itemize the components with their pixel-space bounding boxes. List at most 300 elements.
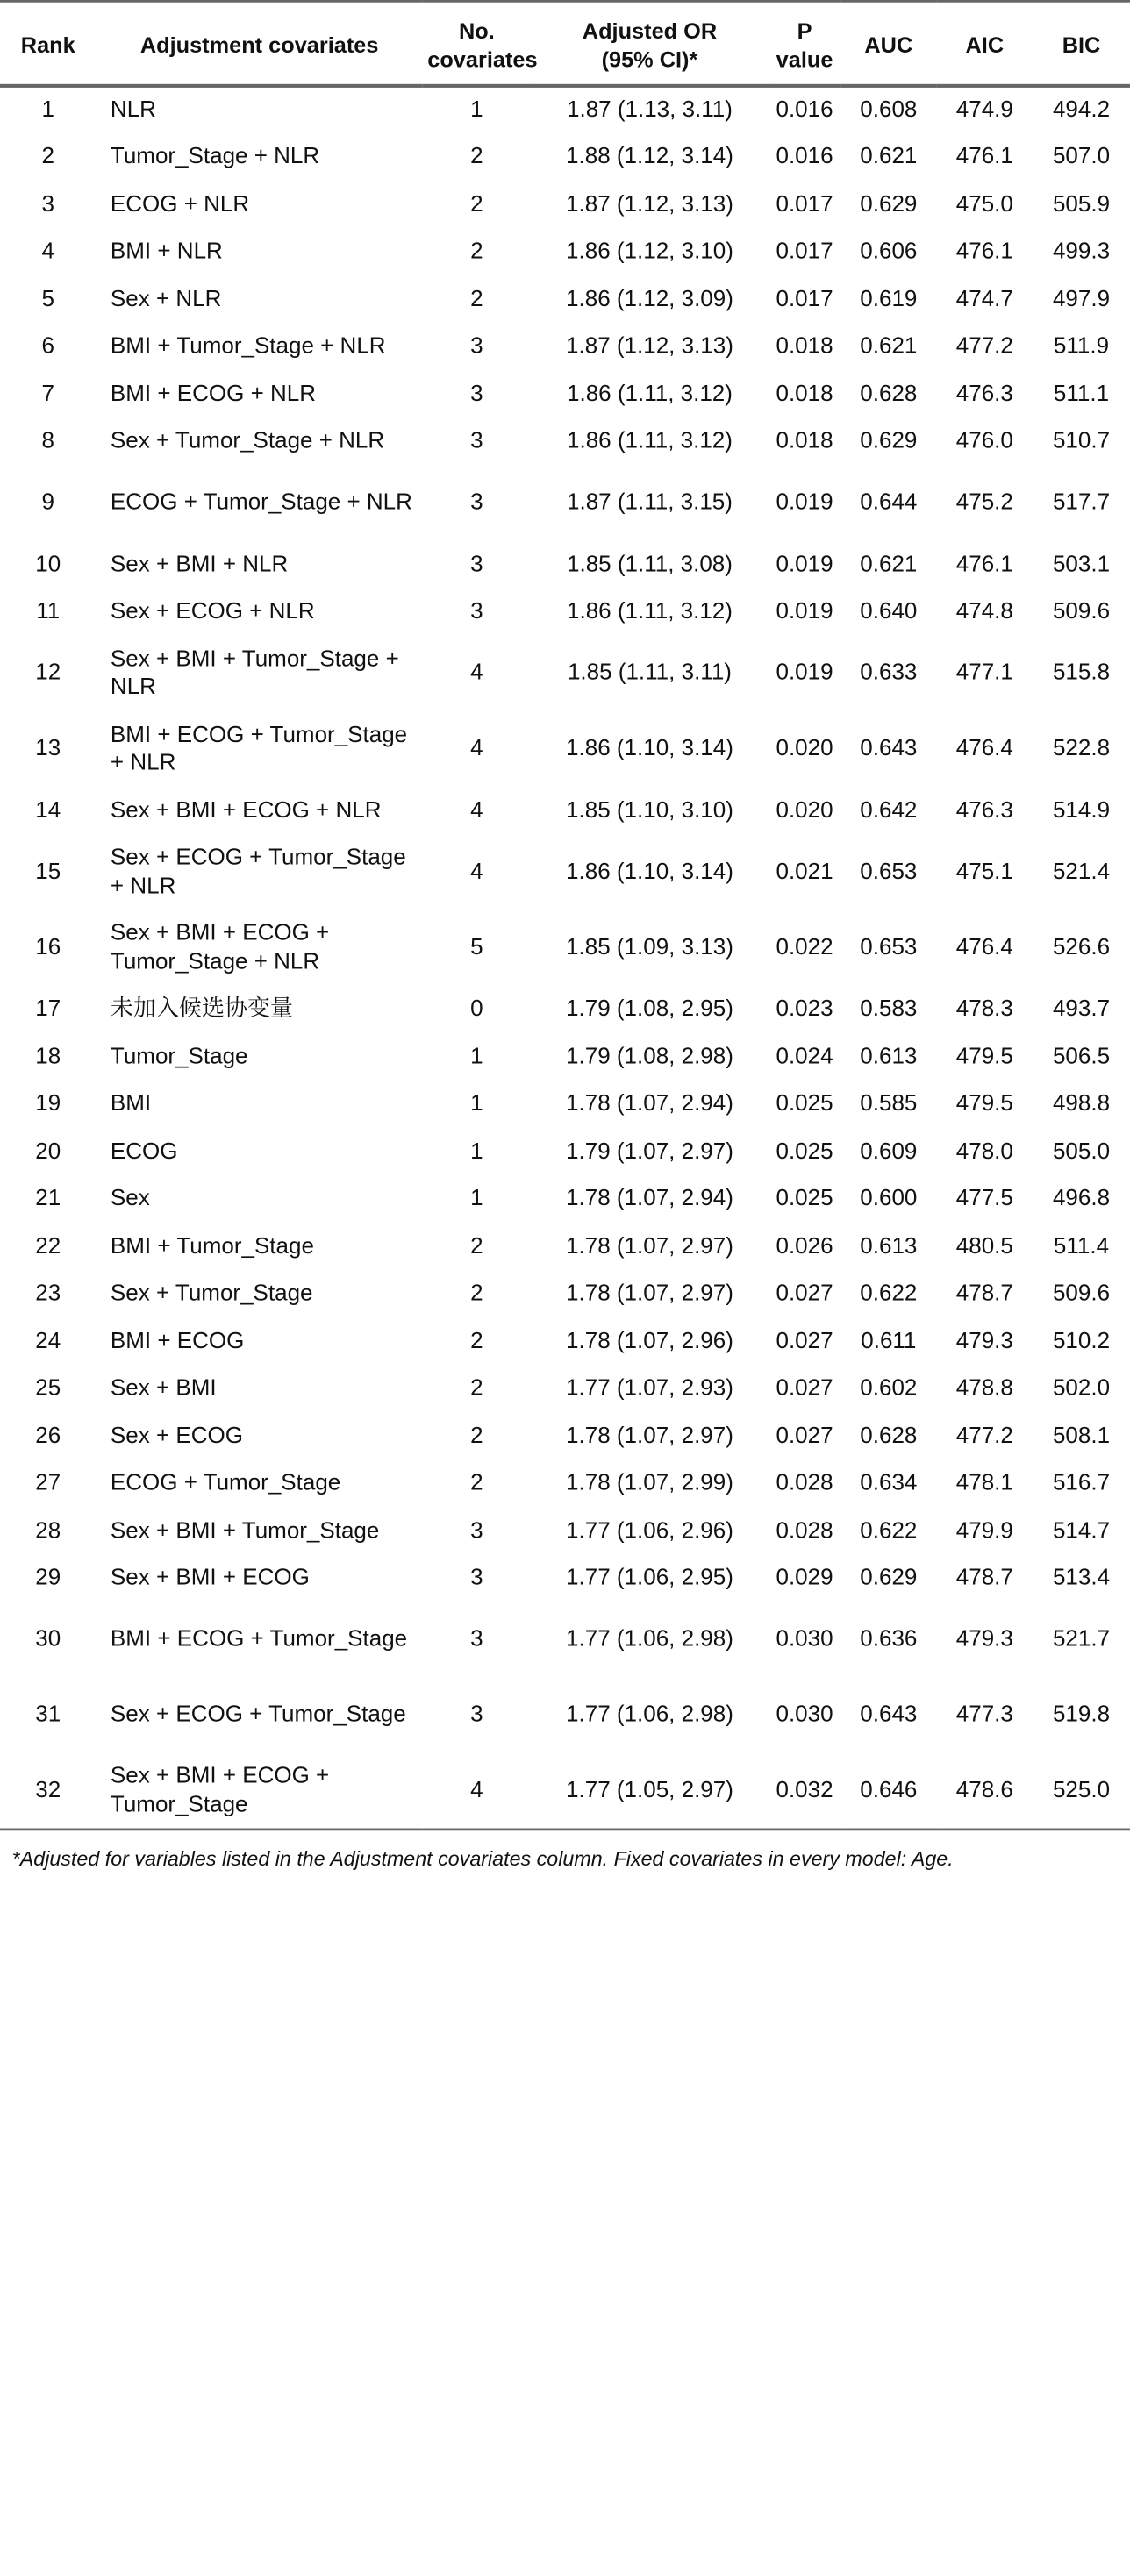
cell-auc: 0.622 [860,1517,918,1544]
cell-aic: 478.0 [955,1138,1013,1164]
table-row [0,711,1130,787]
cell-n-covariates: 2 [470,144,483,169]
table-row [0,1081,1130,1128]
cell-n-covariates: 2 [470,239,483,265]
table-row [0,1507,1130,1554]
header-p-line2: value [776,46,833,73]
cell-adjusted-or: 1.85 (1.10, 3.10) [566,797,733,824]
table-row [0,1365,1130,1412]
cell-rank: 11 [36,598,61,624]
cell-covariates: BMI + Tumor_Stage + NLR [110,333,386,360]
cell-p-value: 0.030 [776,1702,833,1728]
cell-rank: 30 [35,1626,61,1652]
cell-bic: 494.2 [1052,97,1111,123]
cell-p-value: 0.027 [776,1375,833,1402]
cell-p-value: 0.020 [776,797,833,824]
cell-bic: 497.9 [1052,286,1111,312]
cell-n-covariates: 1 [470,97,483,123]
table-row [0,986,1130,1033]
cell-adjusted-or: 1.87 (1.11, 3.15) [567,489,733,516]
cell-rank: 32 [0,1753,96,1829]
cell-n-covariates: 3 [470,1626,483,1652]
cell-auc: 0.642 [860,797,918,824]
cell-auc: 0.636 [860,1626,918,1652]
cell-n-covariates: 2 [470,191,483,218]
table-header-row [0,1,1130,85]
cell-adjusted-or: 1.86 (1.12, 3.09) [566,286,733,312]
cell-aic: 474.7 [955,286,1013,312]
cell-rank: 23 [35,1281,61,1307]
cell-bic: 498.8 [1052,1091,1111,1117]
cell-bic: 513.4 [1052,1565,1111,1591]
cell-p-value: 0.027 [776,1281,833,1307]
cell-n-covariates: 4 [470,797,483,824]
table-row [0,1554,1130,1602]
cell-n-covariates: 0 [470,996,483,1022]
cell-adjusted-or: 1.88 (1.12, 3.14) [566,144,733,169]
cell-covariates: Sex + Tumor_Stage [110,1281,313,1307]
cell-p-value: 0.028 [776,1470,833,1496]
cell-covariates: ECOG + Tumor_Stage [110,1470,341,1496]
cell-covariates: Sex + BMI + ECOG + Tumor_Stage + NLR [110,920,330,974]
cell-bic: 505.0 [1052,1138,1111,1164]
cell-covariates: Sex + ECOG + Tumor_Stage + NLR [110,845,406,899]
cell-aic: 474.8 [955,598,1013,624]
cell-adjusted-or: 1.87 (1.12, 3.13) [566,191,733,218]
cell-adjusted-or: 1.79 (1.07, 2.97) [566,1138,733,1164]
cell-covariates: BMI + Tumor_Stage [110,1233,314,1259]
header-or-line2: (95% CI)* [601,46,698,73]
cell-adjusted-or: 1.78 (1.07, 2.97) [566,1233,733,1259]
cell-rank: 10 [35,551,61,577]
cell-aic: 477.1 [955,660,1013,686]
cell-adjusted-or: 1.78 (1.07, 2.99) [566,1470,733,1496]
cell-rank: 28 [35,1517,61,1544]
cell-rank: 26 [35,1423,61,1449]
cell-covariates: Sex [110,1186,150,1212]
cell-aic: 476.4 [955,736,1013,762]
cell-rank: 2 [41,144,54,169]
cell-adjusted-or: 1.78 (1.07, 2.97) [566,1281,733,1307]
cell-bic: 511.4 [1053,1233,1110,1259]
cell-covariates: BMI + ECOG + Tumor_Stage [110,1626,408,1652]
table-row [0,133,1130,181]
cell-covariates: Sex + BMI + Tumor_Stage + NLR [110,646,399,700]
cell-covariates: BMI + ECOG [110,1328,245,1354]
cell-covariates: NLR [110,97,156,123]
cell-adjusted-or: 1.78 (1.07, 2.97) [566,1423,733,1449]
cell-adjusted-or: 1.85 (1.11, 3.11) [567,660,732,686]
header-n-covariates [423,1,538,85]
header-bic: BIC [1033,1,1130,85]
table-row [0,181,1130,228]
cell-n-covariates: 2 [470,1233,483,1259]
cell-p-value: 0.027 [776,1328,833,1354]
cell-rank: 13 [35,736,61,762]
cell-adjusted-or: 1.77 (1.06, 2.95) [566,1565,733,1591]
cell-aic: 479.9 [955,1517,1013,1544]
cell-bic: 511.9 [1053,333,1110,360]
cell-p-value: 0.027 [776,1423,833,1449]
cell-covariates: BMI + ECOG + NLR [110,381,317,407]
cell-auc: 0.621 [860,333,918,360]
cell-auc: 0.613 [860,1044,918,1069]
cell-p-value: 0.018 [776,381,833,407]
cell-auc: 0.613 [860,1233,918,1259]
cell-n-covariates: 3 [470,1565,483,1591]
cell-n-covariates: 3 [470,333,483,360]
cell-p-value: 0.026 [776,1233,833,1259]
cell-p-value: 0.018 [776,428,833,454]
cell-auc: 0.643 [860,1702,918,1728]
header-n-covariates-line2: covariates [427,46,538,73]
cell-n-covariates: 1 [470,1138,483,1164]
table-row [0,86,1130,133]
cell-rank: 14 [35,797,61,824]
cell-p-value: 0.025 [776,1091,833,1117]
cell-rank: 6 [41,333,54,360]
cell-auc: 0.653 [860,934,918,960]
cell-rank: 25 [35,1375,61,1402]
cell-bic: 517.7 [1052,489,1111,516]
cell-auc: 0.643 [860,736,918,762]
cell-adjusted-or: 1.77 (1.05, 2.97) [531,1753,769,1829]
cell-aic: 475.0 [955,191,1013,218]
cell-aic: 476.3 [955,381,1013,407]
cell-aic: 478.7 [955,1565,1013,1591]
cell-bic: 511.1 [1053,381,1110,407]
cell-rank: 17 [35,996,61,1022]
cell-adjusted-or: 1.78 (1.07, 2.94) [566,1091,733,1117]
cell-bic: 514.9 [1052,797,1111,824]
header-rank: Rank [0,1,96,85]
table-row [0,1602,1130,1678]
cell-adjusted-or: 1.78 (1.07, 2.96) [566,1328,733,1354]
cell-aic: 477.5 [955,1186,1013,1212]
cell-adjusted-or: 1.78 (1.07, 2.94) [566,1186,733,1212]
table-row [0,787,1130,834]
cell-bic: 526.6 [1052,934,1111,960]
table-row [0,417,1130,465]
cell-adjusted-or: 1.79 (1.08, 2.98) [566,1044,733,1069]
cell-covariates: Tumor_Stage [110,1044,248,1069]
cell-bic: 521.4 [1052,859,1111,885]
cell-p-value: 0.016 [776,97,833,123]
cell-rank: 29 [35,1565,61,1591]
cell-p-value: 0.017 [776,239,833,265]
header-p-value [769,1,840,85]
cell-auc: 0.621 [860,551,918,577]
cell-n-covariates: 2 [470,286,483,312]
cell-rank: 19 [35,1091,61,1117]
cell-auc: 0.622 [860,1281,918,1307]
cell-n-covariates: 3 [470,1702,483,1728]
cell-auc: 0.628 [860,1423,918,1449]
cell-n-covariates: 1 [470,1186,483,1212]
cell-adjusted-or: 1.77 (1.06, 2.98) [566,1702,733,1728]
cell-rank: 18 [35,1044,61,1069]
cell-bic: 496.8 [1052,1186,1111,1212]
cell-p-value: 0.025 [776,1138,833,1164]
cell-adjusted-or: 1.86 (1.11, 3.12) [567,381,733,407]
cell-n-covariates: 3 [470,428,483,454]
cell-covariates: Sex + Tumor_Stage + NLR [110,428,385,454]
cell-aic: 476.0 [955,428,1013,454]
table-row [0,834,1130,910]
cell-adjusted-or: 1.79 (1.08, 2.95) [566,996,733,1022]
header-aic: AIC [937,1,1033,85]
cell-p-value: 0.016 [776,144,833,169]
cell-p-value: 0.019 [776,660,833,686]
cell-n-covariates: 2 [470,1423,483,1449]
cell-adjusted-or: 1.77 (1.06, 2.96) [566,1517,733,1544]
cell-n-covariates: 3 [470,489,483,516]
cell-n-covariates: 4 [470,736,483,762]
cell-n-covariates: 2 [470,1281,483,1307]
cell-auc: 0.629 [860,1565,918,1591]
cell-rank: 12 [35,660,61,686]
cell-adjusted-or: 1.77 (1.06, 2.98) [566,1626,733,1652]
cell-adjusted-or: 1.86 (1.10, 3.14) [566,736,733,762]
cell-rank: 1 [41,97,54,123]
cell-auc: 0.629 [860,428,918,454]
cell-adjusted-or: 1.87 (1.13, 3.11) [567,97,733,123]
cell-auc: 0.633 [860,660,918,686]
cell-aic: 478.8 [955,1375,1013,1402]
cell-p-value: 0.017 [776,286,833,312]
cell-n-covariates: 5 [470,934,483,960]
cell-bic: 508.1 [1052,1423,1111,1449]
table-row [0,323,1130,370]
cell-rank: 9 [41,489,54,516]
cell-covariates: Sex + BMI + ECOG + NLR [110,797,382,824]
cell-bic: 519.8 [1052,1702,1111,1728]
cell-covariates: Sex + ECOG + Tumor_Stage [110,1702,406,1728]
cell-bic: 510.7 [1052,428,1111,454]
cell-auc: 0.644 [860,489,918,516]
cell-bic: 503.1 [1052,551,1111,577]
cell-auc: 0.619 [860,286,918,312]
cell-auc: 0.609 [860,1138,918,1164]
cell-p-value: 0.020 [776,736,833,762]
table-footnote: *Adjusted for variables listed in the Adjustment covariates column. Fixed covariates in every model: Age. [11,1846,954,1870]
cell-p-value: 0.019 [776,489,833,516]
cell-auc: 0.602 [860,1375,918,1402]
cell-n-covariates: 3 [470,598,483,624]
cell-aic: 479.5 [955,1091,1013,1117]
cell-covariates: 未加入候选协变量 [110,996,293,1022]
cell-p-value: 0.018 [776,333,833,360]
table-row [0,910,1130,985]
cell-rank: 15 [35,859,61,885]
cell-bic: 510.2 [1052,1328,1111,1354]
cell-rank: 8 [41,428,54,454]
cell-adjusted-or: 1.85 (1.11, 3.08) [567,551,733,577]
table-row [0,465,1130,540]
cell-covariates: Sex + BMI + Tumor_Stage [110,1517,380,1544]
cell-bic: 525.0 [1033,1753,1130,1829]
cell-p-value: 0.032 [769,1753,840,1829]
table-row [0,1128,1130,1175]
cell-rank: 16 [35,934,61,960]
cell-rank: 31 [35,1702,61,1728]
cell-auc: 0.608 [860,97,918,123]
cell-aic: 479.3 [955,1328,1013,1354]
cell-covariates: Tumor_Stage + NLR [110,144,320,169]
cell-bic: 516.7 [1052,1470,1111,1496]
cell-adjusted-or: 1.86 (1.10, 3.14) [566,859,733,885]
cell-covariates: BMI + NLR [110,239,223,265]
cell-aic: 478.6 [937,1753,1033,1829]
cell-rank: 3 [41,191,54,218]
cell-bic: 507.0 [1052,144,1111,169]
table-row [0,541,1130,589]
cell-bic: 509.6 [1052,598,1111,624]
cell-p-value: 0.019 [776,598,833,624]
table-body [0,86,1130,1829]
header-auc: AUC [840,1,936,85]
cell-auc: 0.629 [860,191,918,218]
cell-covariates: Sex + BMI + ECOG [110,1565,310,1591]
cell-bic: 521.7 [1052,1626,1111,1652]
cell-aic: 476.1 [955,144,1013,169]
cell-aic: 478.1 [955,1470,1013,1496]
cell-auc: 0.653 [860,859,918,885]
cell-p-value: 0.030 [776,1626,833,1652]
cell-p-value: 0.019 [776,551,833,577]
cell-bic: 509.6 [1052,1281,1111,1307]
cell-rank: 24 [35,1328,61,1354]
cell-aic: 480.5 [955,1233,1013,1259]
cell-p-value: 0.029 [776,1565,833,1591]
cell-covariates: ECOG + Tumor_Stage + NLR [110,489,412,516]
cell-aic: 476.3 [955,797,1013,824]
cell-auc: 0.628 [860,381,918,407]
cell-aic: 476.1 [955,239,1013,265]
cell-n-covariates: 2 [470,1328,483,1354]
cell-n-covariates: 3 [470,1517,483,1544]
cell-adjusted-or: 1.86 (1.11, 3.12) [567,598,733,624]
cell-n-covariates: 1 [470,1044,483,1069]
cell-auc: 0.606 [860,239,918,265]
cell-n-covariates: 3 [470,551,483,577]
cell-p-value: 0.024 [776,1044,833,1069]
cell-auc: 0.646 [840,1753,936,1829]
cell-p-value: 0.028 [776,1517,833,1544]
header-n-covariates-line1: No. [458,18,495,44]
cell-adjusted-or: 1.87 (1.12, 3.13) [566,333,733,360]
cell-rank: 22 [35,1233,61,1259]
table-row [0,589,1130,636]
header-or-line1: Adjusted OR [582,18,718,44]
cell-covariates: ECOG [110,1138,178,1164]
cell-bic: 515.8 [1052,660,1111,686]
cell-covariates: ECOG + NLR [110,191,250,218]
cell-covariates: Sex + BMI + NLR [110,551,289,577]
cell-aic: 476.1 [955,551,1013,577]
cell-bic: 506.5 [1052,1044,1111,1069]
cell-rank: 5 [41,286,54,312]
table-row [0,1753,1130,1829]
cell-covariates: Sex + ECOG [110,1423,243,1449]
table-row [0,1678,1130,1753]
cell-rank: 27 [35,1470,61,1496]
cell-aic: 477.2 [955,1423,1013,1449]
cell-covariates: Sex + ECOG + NLR [110,598,315,624]
cell-n-covariates: 2 [470,1375,483,1402]
cell-auc: 0.585 [860,1091,918,1117]
table-row [0,228,1130,275]
header-covariates: Adjustment covariates [96,1,422,85]
table-row [0,1270,1130,1317]
cell-bic: 502.0 [1052,1375,1111,1402]
table-row [0,1317,1130,1365]
table-row [0,275,1130,323]
table-row [0,1412,1130,1459]
cell-bic: 505.9 [1052,191,1111,218]
cell-aic: 475.1 [955,859,1013,885]
cell-aic: 476.4 [955,934,1013,960]
cell-auc: 0.600 [860,1186,918,1212]
cell-bic: 522.8 [1052,736,1111,762]
cell-covariates: Sex + NLR [110,286,222,312]
cell-p-value: 0.021 [776,859,833,885]
cell-n-covariates: 4 [423,1753,531,1829]
cell-p-value: 0.022 [776,934,833,960]
cell-n-covariates: 1 [470,1091,483,1117]
cell-adjusted-or: 1.77 (1.07, 2.93) [566,1375,733,1402]
cell-auc: 0.621 [860,144,918,169]
cell-rank: 4 [41,239,54,265]
cell-aic: 475.2 [955,489,1013,516]
cell-adjusted-or: 1.85 (1.09, 3.13) [566,934,733,960]
cell-n-covariates: 4 [470,859,483,885]
table-row [0,636,1130,711]
cell-auc: 0.611 [861,1328,917,1354]
cell-auc: 0.583 [860,996,918,1022]
table-row [0,1175,1130,1223]
header-p-line1: P [797,18,812,44]
cell-auc: 0.634 [860,1470,918,1496]
cell-aic: 477.2 [955,333,1013,360]
cell-p-value: 0.025 [776,1186,833,1212]
cell-n-covariates: 4 [470,660,483,686]
cell-p-value: 0.017 [776,191,833,218]
table-row [0,370,1130,417]
cell-n-covariates: 2 [470,1470,483,1496]
cell-auc: 0.640 [860,598,918,624]
cell-rank: 7 [41,381,54,407]
cell-adjusted-or: 1.86 (1.11, 3.12) [567,428,733,454]
header-adjusted-or [531,1,769,85]
cell-adjusted-or: 1.86 (1.12, 3.10) [566,239,733,265]
table-row [0,1223,1130,1270]
cell-aic: 479.3 [955,1626,1013,1652]
cell-rank: 21 [35,1186,61,1212]
cell-aic: 478.3 [955,996,1013,1022]
cell-aic: 478.7 [955,1281,1013,1307]
cell-rank: 20 [35,1138,61,1164]
cell-covariates: BMI + ECOG + Tumor_Stage + NLR [110,722,408,776]
cell-bic: 499.3 [1052,239,1111,265]
cell-covariates: BMI [110,1091,152,1117]
table-row [0,1459,1130,1507]
cell-covariates: Sex + BMI + ECOG + Tumor_Stage [96,1753,422,1829]
table-row [0,1033,1130,1081]
cell-aic: 479.5 [955,1044,1013,1069]
cell-bic: 493.7 [1052,996,1111,1022]
cell-aic: 474.9 [955,97,1013,123]
